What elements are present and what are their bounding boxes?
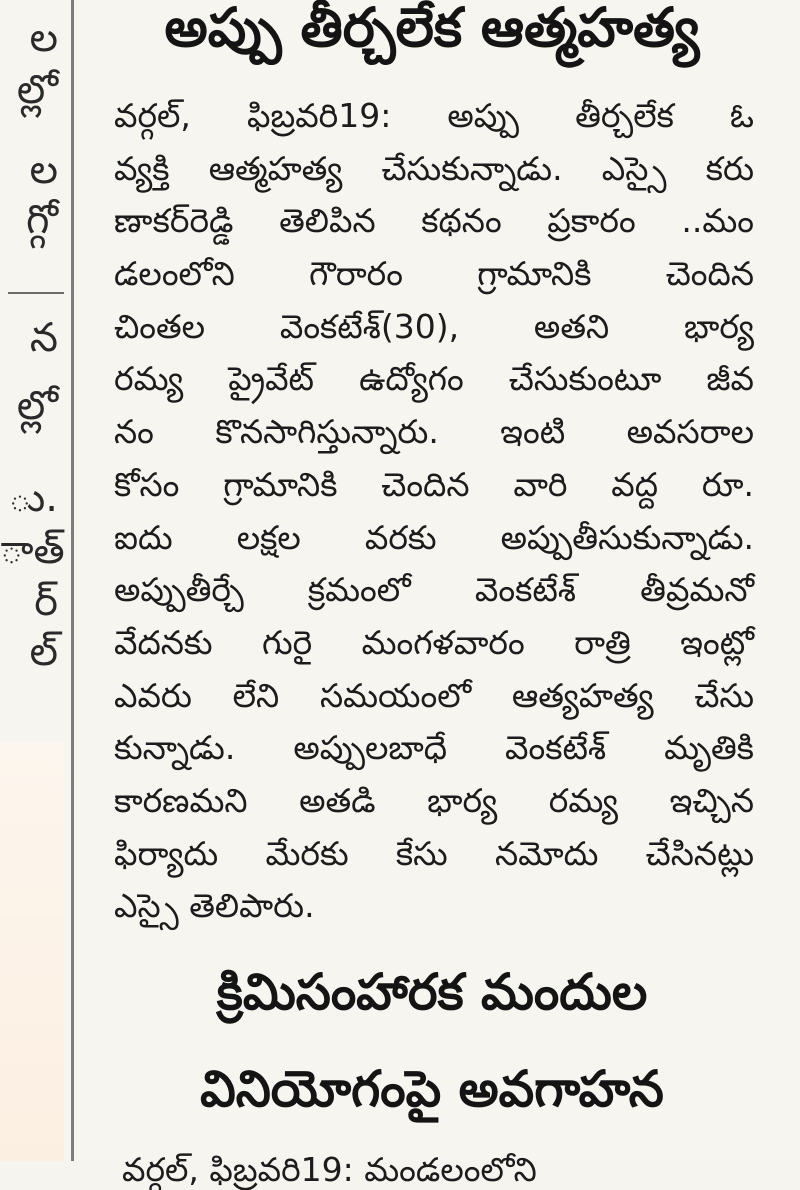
- body-line: వేదనకు గురై మంగళవారం రాత్రి ఇంట్లో: [114, 622, 754, 662]
- column-divider: [71, 0, 74, 1161]
- adjacent-text-fragment: న: [29, 315, 58, 361]
- body-line: ఎస్సై తెలిపారు.: [114, 886, 315, 926]
- adjacent-text-fragment: ల: [29, 147, 58, 193]
- column-rule: [8, 292, 64, 294]
- body-line: రమ్య ప్రైవేట్ ఉద్యోగం చేసుకుంటూ జీవ: [114, 359, 754, 399]
- adjacent-text-fragment: గ్గో: [26, 197, 58, 243]
- body-line: కున్నాడు. అప్పులబాధే వెంకటేశ్ మృతికి: [114, 728, 754, 768]
- adjacent-text-fragment: ల: [29, 15, 58, 61]
- body-line: ఐదు లక్షల వరకు అప్పుతీసుకున్నాడు.: [114, 517, 754, 557]
- body-line: నం కొనసాగిస్తున్నారు. ఇంటి అవసరాల: [114, 412, 754, 452]
- body-line: ణాకర్‌రెడ్డి తెలిపిన కథనం ప్రకారం ..మం: [114, 201, 754, 241]
- body-line: వ్యక్తి ఆత్మహత్య చేసుకున్నాడు. ఎస్సై కరు: [114, 148, 754, 188]
- adjacent-text-fragment: ాత్: [0, 527, 65, 573]
- body-line: ఫిర్యాదు మేరకు కేసు నమోదు చేసినట్లు: [114, 833, 754, 873]
- body-line: అప్పుతీర్చే క్రమంలో వెంకటేశ్ తీవ్రమనో: [114, 570, 754, 610]
- article-body: [114, 90, 754, 933]
- adjacent-text-fragment: ల్లో: [16, 383, 58, 429]
- cropped-body-line: వర్గల్, ఫిబ్రవరి19: మండలంలోని: [122, 1150, 537, 1189]
- adjacent-ad-block: [0, 742, 64, 1161]
- body-line: డలంలోని గౌరారం గ్రామానికి చెందిన: [114, 254, 754, 294]
- body-line: కోసం గ్రామానికి చెందిన వారి వద్ద రూ.: [114, 464, 754, 504]
- adjacent-text-fragment: ు.: [8, 475, 58, 521]
- adjacent-column: [0, 0, 70, 1161]
- article-headline: అప్పు తీర్చలేక ఆత్మహత్య: [164, 0, 700, 59]
- second-headline-line-2: వినియోగంపై అవగాహన: [200, 1060, 664, 1118]
- adjacent-text-fragment: ల్: [29, 629, 58, 675]
- news-article: [92, 0, 772, 1189]
- body-line: చింతల వెంకటేశ్(30), అతని భార్య: [114, 306, 754, 346]
- adjacent-text-fragment: ర్: [34, 579, 58, 625]
- body-line: కారణమని అతడి భార్య రమ్య ఇచ్చిన: [114, 780, 754, 820]
- body-line: వర్గల్, ఫిబ్రవరి19: అప్పు తీర్చలేక ఓ: [114, 96, 754, 135]
- second-headline-line-1: క్రిమిసంహారక మందుల: [216, 963, 648, 1021]
- body-line: ఎవరు లేని సమయంలో ఆత్యహత్య చేసు: [114, 675, 754, 715]
- adjacent-text-fragment: ల్లో: [16, 67, 58, 113]
